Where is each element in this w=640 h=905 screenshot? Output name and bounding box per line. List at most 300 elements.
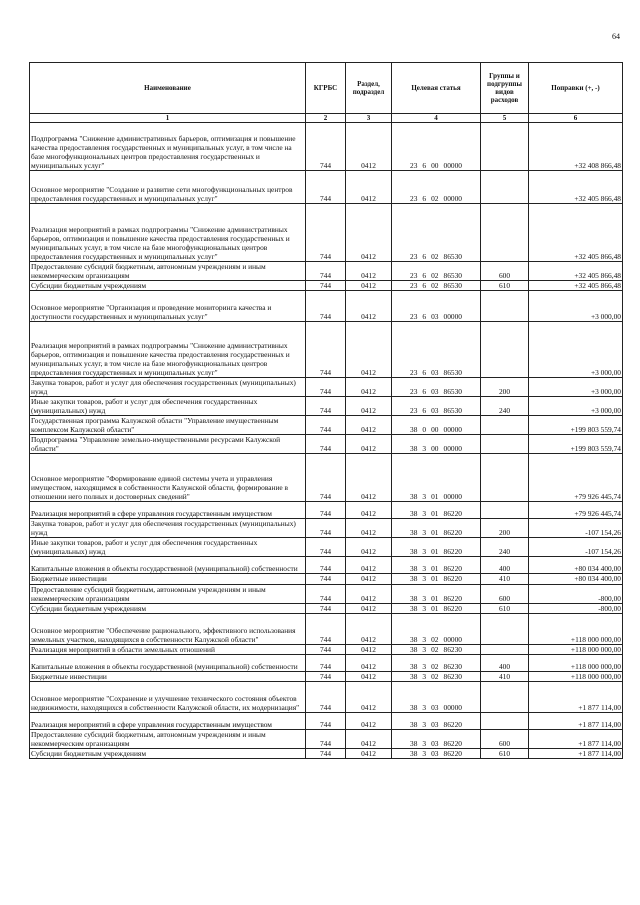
table-row	[30, 712, 623, 729]
target-code-part: 00	[431, 425, 439, 435]
row-section: 0412	[346, 502, 392, 519]
row-target	[392, 584, 481, 603]
row-name: Реализация мероприятий в области земельных отношений	[30, 644, 306, 654]
table-row	[30, 262, 623, 281]
row-name: Закупка товаров, работ и услуг для обеспечения государственных (муниципальных) нужд	[30, 378, 306, 397]
target-code-part: 02	[431, 634, 439, 644]
row-section: 0412	[346, 397, 392, 416]
row-group: 200	[481, 519, 529, 538]
row-section: 0412	[346, 681, 392, 712]
target-code-part: 02	[431, 281, 439, 291]
table-row	[30, 748, 623, 758]
target-code	[410, 281, 462, 290]
row-target	[392, 502, 481, 519]
target-code-part: 6	[422, 271, 427, 281]
row-group	[481, 613, 529, 644]
row-section: 0412	[346, 584, 392, 603]
target-code-part: 00000	[443, 702, 462, 712]
target-code-part: 3	[422, 593, 427, 603]
table-row	[30, 584, 623, 603]
row-amount: +1 877 114,00	[529, 712, 623, 729]
row-group	[481, 435, 529, 454]
row-target	[392, 748, 481, 758]
target-code-part: 38	[410, 509, 418, 519]
row-section: 0412	[346, 654, 392, 671]
target-code-part: 38	[410, 528, 418, 538]
target-code-part: 03	[431, 368, 439, 378]
target-code-part: 86220	[443, 748, 462, 758]
target-code-part: 03	[431, 748, 439, 758]
row-target	[392, 603, 481, 613]
target-code-part: 00	[431, 444, 439, 454]
table-row	[30, 603, 623, 613]
table-row	[30, 644, 623, 654]
target-code	[410, 406, 462, 415]
header-name: Наименование	[30, 63, 306, 114]
target-code-part: 38	[410, 425, 418, 435]
target-code-part: 00000	[443, 425, 462, 435]
row-amount: +118 000 000,00	[529, 644, 623, 654]
target-code	[410, 635, 462, 644]
target-code	[410, 645, 462, 654]
target-code-part: 6	[422, 281, 427, 291]
row-amount: +32 405 866,48	[529, 204, 623, 262]
row-target	[392, 291, 481, 322]
row-amount: +1 877 114,00	[529, 681, 623, 712]
row-section: 0412	[346, 671, 392, 681]
target-code-part: 3	[422, 702, 427, 712]
row-amount: +80 034 400,00	[529, 557, 623, 574]
row-group	[481, 644, 529, 654]
header-row	[30, 63, 623, 114]
target-code-part: 02	[431, 671, 439, 681]
target-code-part: 23	[410, 281, 418, 291]
row-target	[392, 613, 481, 644]
target-code	[410, 574, 462, 583]
row-target	[392, 204, 481, 262]
row-name: Капитальные вложения в объекты государственной (муниципальной) собственности	[30, 654, 306, 671]
target-code	[410, 604, 462, 613]
row-name: Основное мероприятие "Организация и проведение мониторинга качества и доступности государственных и муниципальных услуг"	[30, 291, 306, 322]
column-number: 3	[346, 114, 392, 123]
target-code-part: 6	[422, 160, 427, 170]
row-group: 600	[481, 262, 529, 281]
row-group: 240	[481, 538, 529, 557]
row-section: 0412	[346, 204, 392, 262]
row-group: 610	[481, 281, 529, 291]
table-row	[30, 322, 623, 378]
row-kgrbs: 744	[306, 748, 346, 758]
row-kgrbs: 744	[306, 557, 346, 574]
column-number: 2	[306, 114, 346, 123]
row-target	[392, 378, 481, 397]
target-code-part: 01	[431, 603, 439, 613]
target-code-part: 86220	[443, 528, 462, 538]
table-row	[30, 671, 623, 681]
row-group: 600	[481, 729, 529, 748]
target-code-part: 38	[410, 444, 418, 454]
target-code-part: 23	[410, 312, 418, 322]
row-name: Основное мероприятие "Формирование единой системы учета и управления имуществом, находящимся в собственности Калужской области, формирование в отношении него полных и достоверных сведений"	[30, 454, 306, 502]
header-target: Целевая статья	[392, 63, 481, 114]
row-name: Предоставление субсидий бюджетным, автономным учреждениям и иным некоммерческим организациям	[30, 262, 306, 281]
row-name: Подпрограмма "Снижение административных барьеров, оптимизация и повышение качества предоставления государственных и муниципальных услуг, в том числе на базе многофункциональных центров предоставления государственных и муниципальных услуг"	[30, 123, 306, 171]
row-target	[392, 557, 481, 574]
row-kgrbs: 744	[306, 613, 346, 644]
row-group	[481, 712, 529, 729]
row-name: Субсидии бюджетным учреждениям	[30, 603, 306, 613]
target-code-part: 38	[410, 593, 418, 603]
target-code-part: 38	[410, 702, 418, 712]
row-name: Иные закупки товаров, работ и услуг для обеспечения государственных (муниципальных) нужд	[30, 397, 306, 416]
target-code-part: 00000	[443, 312, 462, 322]
row-group: 200	[481, 378, 529, 397]
row-section: 0412	[346, 378, 392, 397]
row-kgrbs: 744	[306, 519, 346, 538]
target-code-part: 86220	[443, 738, 462, 748]
row-section: 0412	[346, 454, 392, 502]
target-code-part: 86220	[443, 603, 462, 613]
target-code-part: 86230	[443, 644, 462, 654]
row-amount: +32 405 866,48	[529, 171, 623, 204]
row-target	[392, 397, 481, 416]
target-code-part: 3	[422, 564, 427, 574]
target-code-part: 86220	[443, 593, 462, 603]
target-code	[410, 194, 462, 203]
row-amount: +118 000 000,00	[529, 654, 623, 671]
target-code-part: 03	[431, 406, 439, 416]
row-kgrbs: 744	[306, 603, 346, 613]
target-code-part: 38	[410, 634, 418, 644]
target-code-part: 23	[410, 368, 418, 378]
target-code-part: 86230	[443, 661, 462, 671]
target-code-part: 86230	[443, 671, 462, 681]
row-group: 240	[481, 397, 529, 416]
target-code-part: 03	[431, 312, 439, 322]
row-group	[481, 322, 529, 378]
target-code-part: 38	[410, 492, 418, 502]
row-kgrbs: 744	[306, 681, 346, 712]
target-code-part: 23	[410, 406, 418, 416]
row-kgrbs: 744	[306, 644, 346, 654]
target-code-part: 3	[422, 547, 427, 557]
target-code	[410, 387, 462, 396]
row-section: 0412	[346, 281, 392, 291]
target-code-part: 3	[422, 444, 427, 454]
table-row	[30, 123, 623, 171]
row-group	[481, 204, 529, 262]
row-kgrbs: 744	[306, 574, 346, 584]
table-row	[30, 574, 623, 584]
target-code-part: 6	[422, 312, 427, 322]
row-group: 410	[481, 671, 529, 681]
row-kgrbs: 744	[306, 712, 346, 729]
target-code-part: 3	[422, 509, 427, 519]
row-amount: +79 926 445,74	[529, 454, 623, 502]
target-code-part: 86220	[443, 719, 462, 729]
target-code-part: 3	[422, 634, 427, 644]
target-code-part: 00000	[443, 160, 462, 170]
target-code-part: 6	[422, 406, 427, 416]
target-code-part: 01	[431, 564, 439, 574]
target-code-part: 01	[431, 547, 439, 557]
row-amount: +3 000,00	[529, 291, 623, 322]
target-code-part: 01	[431, 574, 439, 584]
target-code-part: 86220	[443, 574, 462, 584]
row-amount: +79 926 445,74	[529, 502, 623, 519]
row-group	[481, 454, 529, 502]
row-target	[392, 322, 481, 378]
row-amount: +3 000,00	[529, 378, 623, 397]
table-row	[30, 729, 623, 748]
row-section: 0412	[346, 574, 392, 584]
row-name: Реализация мероприятий в рамках подпрограммы "Снижение административных барьеров, оптимизация и повышение качества предоставления государственных и муниципальных услуг, в том числе на базе многофункциональных центров предоставления государственных и муниципальных услуг"	[30, 204, 306, 262]
target-code	[410, 672, 462, 681]
row-section: 0412	[346, 557, 392, 574]
row-kgrbs: 744	[306, 435, 346, 454]
target-code-part: 00000	[443, 193, 462, 203]
row-target	[392, 538, 481, 557]
target-code-part: 23	[410, 251, 418, 261]
row-group	[481, 291, 529, 322]
row-amount: +80 034 400,00	[529, 574, 623, 584]
target-code-part: 3	[422, 719, 427, 729]
row-kgrbs: 744	[306, 502, 346, 519]
row-kgrbs: 744	[306, 204, 346, 262]
target-code-part: 03	[431, 702, 439, 712]
target-code-part: 3	[422, 748, 427, 758]
target-code-part: 86220	[443, 509, 462, 519]
row-section: 0412	[346, 748, 392, 758]
target-code	[410, 547, 462, 556]
row-amount: +199 803 559,74	[529, 435, 623, 454]
table-row	[30, 416, 623, 435]
target-code-part: 38	[410, 661, 418, 671]
row-kgrbs: 744	[306, 262, 346, 281]
target-code-part: 3	[422, 492, 427, 502]
target-code-part: 03	[431, 719, 439, 729]
target-code	[410, 749, 462, 758]
row-name: Иные закупки товаров, работ и услуг для обеспечения государственных (муниципальных) нужд	[30, 538, 306, 557]
row-name: Подпрограмма "Управление земельно-имущественными ресурсами Калужской области"	[30, 435, 306, 454]
row-section: 0412	[346, 262, 392, 281]
target-code-part: 02	[431, 644, 439, 654]
table-row	[30, 204, 623, 262]
header-amendments: Поправки (+, -)	[529, 63, 623, 114]
column-number-row	[30, 114, 623, 123]
target-code-part: 38	[410, 738, 418, 748]
target-code-part: 6	[422, 251, 427, 261]
target-code-part: 01	[431, 528, 439, 538]
table-row	[30, 397, 623, 416]
target-code-part: 38	[410, 671, 418, 681]
column-number: 4	[392, 114, 481, 123]
row-section: 0412	[346, 519, 392, 538]
target-code-part: 23	[410, 193, 418, 203]
row-section: 0412	[346, 538, 392, 557]
table-header	[30, 63, 623, 123]
row-kgrbs: 744	[306, 123, 346, 171]
table-row	[30, 613, 623, 644]
target-code-part: 86530	[443, 281, 462, 291]
target-code	[410, 271, 462, 280]
target-code-part: 86530	[443, 406, 462, 416]
row-section: 0412	[346, 729, 392, 748]
table-row	[30, 281, 623, 291]
target-code-part: 3	[422, 671, 427, 681]
row-amount: +3 000,00	[529, 322, 623, 378]
target-code-part: 38	[410, 564, 418, 574]
target-code-part: 86530	[443, 387, 462, 397]
column-number: 6	[529, 114, 623, 123]
budget-amendments-table	[29, 62, 623, 759]
row-kgrbs: 744	[306, 671, 346, 681]
row-target	[392, 171, 481, 204]
row-amount: +32 405 866,48	[529, 262, 623, 281]
table-row	[30, 502, 623, 519]
target-code-part: 38	[410, 547, 418, 557]
target-code-part: 00000	[443, 444, 462, 454]
header-section: Раздел, подраздел	[346, 63, 392, 114]
row-section: 0412	[346, 435, 392, 454]
row-group: 610	[481, 748, 529, 758]
row-kgrbs: 744	[306, 397, 346, 416]
table-row	[30, 291, 623, 322]
target-code-part: 02	[431, 251, 439, 261]
row-amount: +118 000 000,00	[529, 671, 623, 681]
row-name: Субсидии бюджетным учреждениям	[30, 748, 306, 758]
target-code-part: 38	[410, 719, 418, 729]
table-row	[30, 519, 623, 538]
row-amount: +1 877 114,00	[529, 748, 623, 758]
target-code	[410, 594, 462, 603]
row-section: 0412	[346, 322, 392, 378]
target-code	[410, 252, 462, 261]
row-kgrbs: 744	[306, 654, 346, 671]
target-code-part: 23	[410, 271, 418, 281]
target-code	[410, 564, 462, 573]
target-code	[410, 703, 462, 712]
row-section: 0412	[346, 603, 392, 613]
target-code-part: 03	[431, 738, 439, 748]
target-code-part: 02	[431, 661, 439, 671]
row-kgrbs: 744	[306, 416, 346, 435]
target-code-part: 3	[422, 603, 427, 613]
row-kgrbs: 744	[306, 729, 346, 748]
table-row	[30, 557, 623, 574]
row-section: 0412	[346, 416, 392, 435]
target-code-part: 3	[422, 661, 427, 671]
row-name: Основное мероприятие "Сохранение и улучшение технического состояния объектов недвижимости, находящихся в собственности Калужской области, их модернизация"	[30, 681, 306, 712]
row-kgrbs: 744	[306, 291, 346, 322]
table-row	[30, 378, 623, 397]
table-row	[30, 454, 623, 502]
row-target	[392, 654, 481, 671]
row-target	[392, 712, 481, 729]
target-code-part: 02	[431, 271, 439, 281]
row-name: Предоставление субсидий бюджетным, автономным учреждениям и иным некоммерческим организациям	[30, 729, 306, 748]
row-target	[392, 281, 481, 291]
row-group	[481, 502, 529, 519]
target-code-part: 00	[431, 160, 439, 170]
row-target	[392, 729, 481, 748]
target-code-part: 00000	[443, 492, 462, 502]
target-code-part: 86530	[443, 251, 462, 261]
target-code-part: 02	[431, 193, 439, 203]
table-row	[30, 435, 623, 454]
row-name: Реализация мероприятий в рамках подпрограммы "Снижение административных барьеров, оптимизация и повышение качества предоставления государственных и муниципальных услуг, в том числе на базе многофункциональных центров предоставления государственных и муниципальных услуг"	[30, 322, 306, 378]
table-body	[30, 123, 623, 759]
row-target	[392, 671, 481, 681]
row-group: 400	[481, 654, 529, 671]
row-amount: +118 000 000,00	[529, 613, 623, 644]
target-code-part: 38	[410, 574, 418, 584]
target-code	[410, 739, 462, 748]
target-code-part: 86220	[443, 547, 462, 557]
row-amount: +32 405 866,48	[529, 281, 623, 291]
row-group: 410	[481, 574, 529, 584]
row-target	[392, 123, 481, 171]
row-name: Капитальные вложения в объекты государственной (муниципальной) собственности	[30, 557, 306, 574]
target-code-part: 01	[431, 593, 439, 603]
row-amount: -107 154,26	[529, 538, 623, 557]
target-code-part: 38	[410, 748, 418, 758]
table-row	[30, 171, 623, 204]
target-code	[410, 492, 462, 501]
row-amount: +199 803 559,74	[529, 416, 623, 435]
target-code-part: 86530	[443, 271, 462, 281]
row-name: Реализация мероприятий в сфере управления государственным имуществом	[30, 712, 306, 729]
row-target	[392, 435, 481, 454]
row-kgrbs: 744	[306, 378, 346, 397]
row-group	[481, 416, 529, 435]
target-code-part: 23	[410, 160, 418, 170]
row-kgrbs: 744	[306, 454, 346, 502]
row-target	[392, 644, 481, 654]
row-group: 400	[481, 557, 529, 574]
row-group	[481, 171, 529, 204]
row-amount: +3 000,00	[529, 397, 623, 416]
target-code	[410, 161, 462, 170]
row-amount: +32 408 866,48	[529, 123, 623, 171]
row-kgrbs: 744	[306, 538, 346, 557]
row-group	[481, 123, 529, 171]
target-code	[410, 528, 462, 537]
table-row	[30, 681, 623, 712]
target-code	[410, 312, 462, 321]
target-code	[410, 720, 462, 729]
target-code-part: 23	[410, 387, 418, 397]
row-amount: -800,00	[529, 584, 623, 603]
row-amount: -800,00	[529, 603, 623, 613]
row-kgrbs: 744	[306, 584, 346, 603]
target-code-part: 38	[410, 603, 418, 613]
target-code-part: 00000	[443, 634, 462, 644]
row-name: Бюджетные инвестиции	[30, 671, 306, 681]
target-code-part: 86530	[443, 368, 462, 378]
target-code	[410, 368, 462, 377]
row-target	[392, 262, 481, 281]
target-code-part: 01	[431, 492, 439, 502]
row-target	[392, 519, 481, 538]
row-name: Предоставление субсидий бюджетным, автономным учреждениям и иным некоммерческим организациям	[30, 584, 306, 603]
target-code-part: 3	[422, 574, 427, 584]
row-target	[392, 416, 481, 435]
row-section: 0412	[346, 291, 392, 322]
target-code-part: 6	[422, 387, 427, 397]
row-section: 0412	[346, 712, 392, 729]
row-group: 600	[481, 584, 529, 603]
